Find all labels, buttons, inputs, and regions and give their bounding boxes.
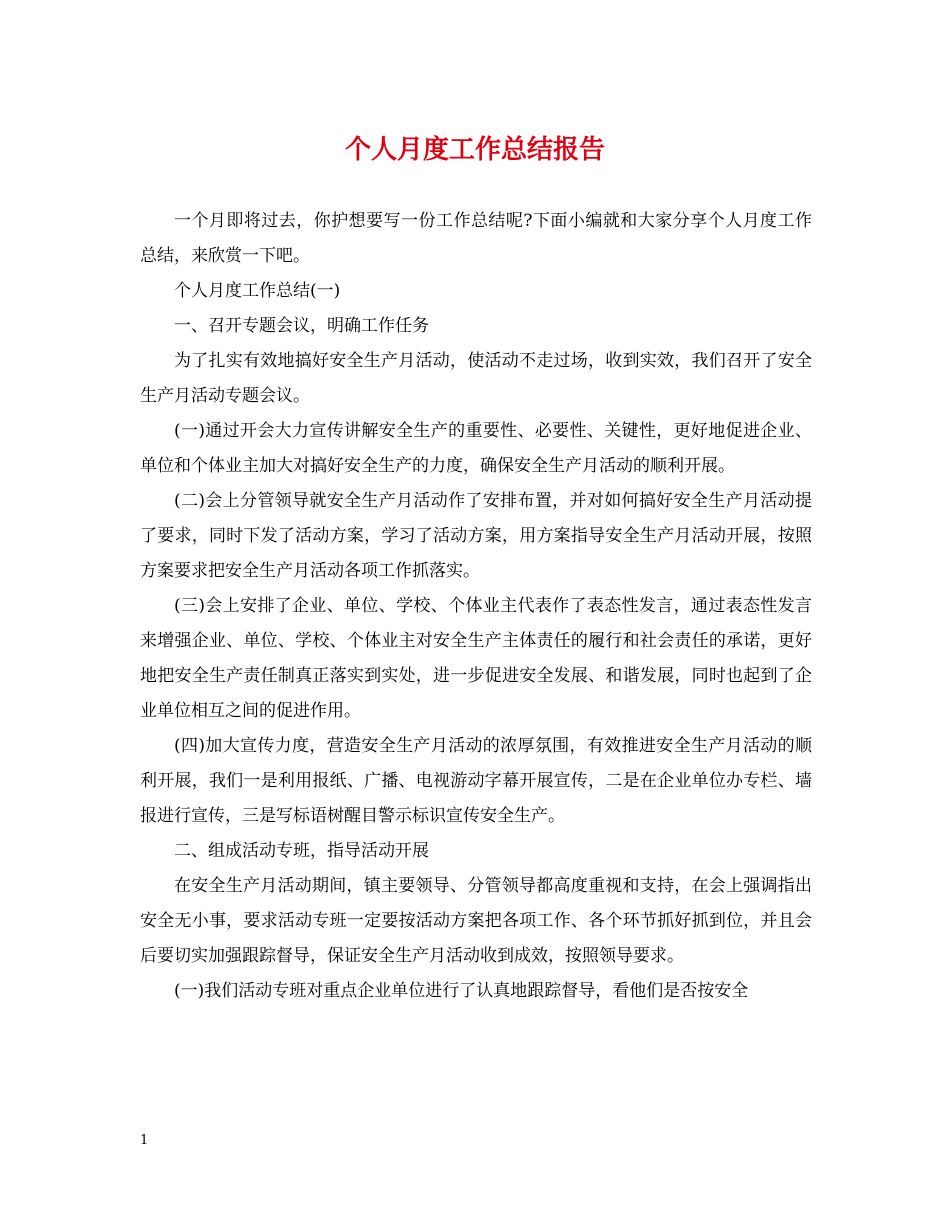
paragraph-intro: 一个月即将过去，你护想要写一份工作总结呢?下面小编就和大家分享个人月度工作总结，来欣赏一下吧。 — [140, 211, 812, 266]
paragraph: (一)通过开会大力宣传讲解安全生产的重要性、必要性、关键性，更好地促进企业、单位和个体业主加大对搞好安全生产的力度，确保安全生产月活动的顺利开展。 — [140, 421, 812, 476]
paragraph: (三)会上安排了企业、单位、学校、个体业主代表作了表态性发言，通过表态性发言来增强企业、单位、学校、个体业主对安全生产主体责任的履行和社会责任的承诺，更好地把安全生产责任制真正落实到实处，进一步促进安全发展、和谐发展，同时也起到了企业单位相互之间的促进作用。 — [140, 596, 812, 721]
page-number: 1 — [140, 1133, 149, 1148]
paragraph: 为了扎实有效地搞好安全生产月活动，使活动不走过场，收到实效，我们召开了安全生产月活动专题会议。 — [140, 351, 812, 406]
paragraph: (一)我们活动专班对重点企业单位进行了认真地跟踪督导，看他们是否按安全 — [174, 981, 749, 1001]
document-title: 个人月度工作总结报告 — [344, 135, 605, 165]
section-heading-summary-one: 个人月度工作总结(一) — [174, 281, 341, 301]
paragraph: (四)加大宣传力度，营造安全生产月活动的浓厚氛围，有效推进安全生产月活动的顺利开展，我们一是利用报纸、广播、电视游动字幕开展宣传，二是在企业单位办专栏、墙报进行宣传，三是写标语树醒目警示标识宣传安全生产。 — [140, 736, 812, 826]
document-body — [140, 204, 812, 1009]
paragraph: (二)会上分管领导就安全生产月活动作了安排布置，并对如何搞好安全生产月活动提了要求，同时下发了活动方案，学习了活动方案，用方案指导安全生产月活动开展，按照方案要求把安全生产月活动各项工作抓落实。 — [140, 491, 812, 581]
subheading-meeting: 一、召开专题会议，明确工作任务 — [174, 316, 429, 336]
subheading-task-force: 二、组成活动专班，指导活动开展 — [174, 841, 429, 861]
paragraph: 在安全生产月活动期间，镇主要领导、分管领导都高度重视和支持，在会上强调指出安全无小事，要求活动专班一定要按活动方案把各项工作、各个环节抓好抓到位，并且会后要切实加强跟踪督导，保证安全生产月活动收到成效，按照领导要求。 — [140, 876, 812, 966]
